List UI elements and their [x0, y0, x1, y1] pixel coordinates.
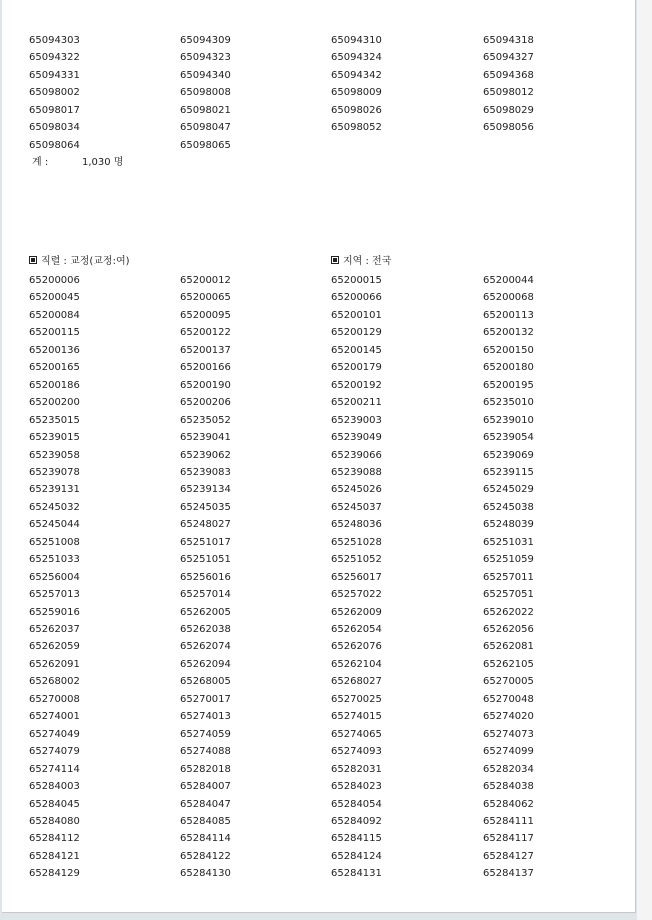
total-label: 계 :: [32, 157, 49, 168]
candidate-number: 65256017: [331, 571, 382, 583]
candidate-number: 65274049: [29, 728, 80, 740]
candidate-number: 65239088: [331, 466, 382, 478]
candidate-number: 65245038: [483, 501, 534, 513]
candidate-number: 65284112: [29, 833, 80, 845]
candidate-number: 65274079: [29, 746, 80, 758]
candidate-number: 65251028: [331, 536, 382, 548]
candidate-number: 65098002: [29, 87, 80, 99]
candidate-number: 65094309: [180, 35, 231, 46]
candidate-number: 65098017: [29, 104, 80, 116]
candidate-number: 65094342: [331, 69, 382, 81]
candidate-number: 65274114: [29, 763, 80, 775]
candidate-number: 65262038: [180, 624, 231, 635]
candidate-number: 65245044: [29, 519, 80, 531]
candidate-number: 65248036: [331, 519, 382, 531]
candidate-number: 65284062: [483, 798, 534, 810]
candidate-number: 65094303: [29, 35, 80, 46]
candidate-number: 65262059: [29, 641, 80, 653]
candidate-number: 65284127: [483, 850, 534, 862]
candidate-number: 65268002: [29, 676, 80, 688]
candidate-number: 65274093: [331, 746, 382, 758]
square-bullet-icon: [29, 256, 37, 264]
candidate-number: 65270005: [483, 676, 534, 688]
candidate-number: 65200150: [483, 344, 534, 356]
candidate-number: 65239115: [483, 466, 534, 478]
candidate-number: 65270025: [331, 693, 382, 705]
candidate-number: 65200115: [29, 327, 80, 339]
candidate-number: 65200045: [29, 292, 80, 304]
candidate-number: 65200192: [331, 379, 382, 391]
candidate-number: 65098008: [180, 87, 231, 99]
candidate-number: 65239015: [29, 432, 80, 444]
candidate-number: 65200129: [331, 327, 382, 339]
candidate-number: 65200095: [180, 309, 231, 321]
candidate-number: 65262076: [331, 641, 382, 653]
candidate-number: 65200132: [483, 327, 534, 339]
square-bullet-icon: [331, 256, 339, 264]
candidate-number: 65200012: [180, 275, 231, 286]
candidate-number: 65200145: [331, 344, 382, 356]
candidate-number: 65262056: [483, 624, 534, 635]
candidate-number: 65256004: [29, 571, 80, 583]
candidate-number: 65284124: [331, 850, 382, 862]
candidate-number: 65200179: [331, 362, 382, 374]
candidate-number: 65284045: [29, 798, 80, 810]
candidate-number: 65239049: [331, 432, 382, 444]
candidate-number: 65282018: [180, 763, 231, 775]
candidate-number: 65200136: [29, 344, 80, 356]
candidate-number: 65284129: [29, 868, 80, 880]
candidate-number: 65284111: [483, 815, 534, 827]
candidate-number: 65274088: [180, 746, 231, 758]
candidate-number: 65270017: [180, 693, 231, 705]
candidate-number: 65200068: [483, 292, 534, 304]
candidate-number: 65094318: [483, 35, 534, 46]
candidate-number: 65245032: [29, 501, 80, 513]
candidate-number: 65245035: [180, 501, 231, 513]
candidate-number: 65200113: [483, 309, 534, 321]
candidate-number: 65262105: [483, 658, 534, 670]
candidate-number: 65257014: [180, 589, 231, 601]
candidate-number: 65284121: [29, 850, 80, 862]
candidate-number: 65098052: [331, 122, 382, 134]
candidate-number: 65274015: [331, 711, 382, 723]
candidate-number: 65282034: [483, 763, 534, 775]
candidate-number: 65259016: [29, 606, 80, 618]
candidate-number: 65200122: [180, 327, 231, 339]
candidate-number: 65251033: [29, 554, 80, 566]
candidate-number: 65251052: [331, 554, 382, 566]
candidate-number: 65200015: [331, 275, 382, 286]
candidate-number: 65200190: [180, 379, 231, 391]
candidate-number: 65239010: [483, 414, 534, 426]
candidate-number: 65245029: [483, 484, 534, 496]
candidate-number: 65284115: [331, 833, 382, 845]
candidate-number: 65262054: [331, 624, 382, 635]
candidate-number: 65200195: [483, 379, 534, 391]
candidate-number: 65200101: [331, 309, 382, 321]
candidate-number: 65284003: [29, 781, 80, 793]
candidate-number: 65098064: [29, 139, 80, 151]
candidate-number: 65284131: [331, 868, 382, 880]
candidate-number: 65098021: [180, 104, 231, 116]
scrollbar[interactable]: [637, 0, 652, 920]
document-page: [2, 0, 636, 913]
candidate-number: 65200084: [29, 309, 80, 321]
candidate-number: 65262104: [331, 658, 382, 670]
candidate-number: 65268005: [180, 676, 231, 688]
candidate-number: 65098047: [180, 122, 231, 134]
candidate-number: 65284130: [180, 868, 231, 880]
candidate-number: 65284047: [180, 798, 231, 810]
candidate-number: 65268027: [331, 676, 382, 688]
candidate-number: 65284038: [483, 781, 534, 793]
candidate-number: 65251059: [483, 554, 534, 566]
candidate-number: 65251031: [483, 536, 534, 548]
candidate-number: 65284007: [180, 781, 231, 793]
candidate-number: 65200211: [331, 397, 382, 409]
candidate-number: 65200186: [29, 379, 80, 391]
candidate-number: 65098026: [331, 104, 382, 116]
candidate-number: 65284122: [180, 850, 231, 862]
candidate-number: 65270008: [29, 693, 80, 705]
candidate-number: 65200044: [483, 275, 534, 286]
candidate-number: 65257011: [483, 571, 534, 583]
candidate-number: 65094368: [483, 69, 534, 81]
candidate-number: 65262022: [483, 606, 534, 618]
candidate-number: 65274013: [180, 711, 231, 723]
candidate-number: 65284117: [483, 833, 534, 845]
candidate-number: 65239041: [180, 432, 231, 444]
candidate-number: 65235052: [180, 414, 231, 426]
candidate-number: 65262037: [29, 624, 80, 635]
candidate-number: 65239083: [180, 466, 231, 478]
candidate-number: 65239054: [483, 432, 534, 444]
candidate-number: 65200006: [29, 275, 80, 286]
candidate-number: 65262081: [483, 641, 534, 653]
total-count: [32, 154, 124, 171]
region-label: 지역 : 전국: [343, 256, 392, 267]
candidate-number: 65239069: [483, 449, 534, 461]
candidate-number: 65284023: [331, 781, 382, 793]
candidate-number: 65256016: [180, 571, 231, 583]
candidate-number: 65270048: [483, 693, 534, 705]
candidate-number: 65257051: [483, 589, 534, 601]
candidate-number: 65239003: [331, 414, 382, 426]
candidate-number: 65200180: [483, 362, 534, 374]
candidate-number: 65200137: [180, 344, 231, 356]
region-header: [331, 253, 391, 270]
candidate-number: 65200200: [29, 397, 80, 409]
candidate-number: 65094340: [180, 69, 231, 81]
candidate-number: 65248027: [180, 519, 231, 531]
candidate-number: 65200165: [29, 362, 80, 374]
candidate-number: 65235015: [29, 414, 80, 426]
candidate-number: 65239131: [29, 484, 80, 496]
candidate-number: 65284114: [180, 833, 231, 845]
candidate-number: 65094327: [483, 52, 534, 64]
candidate-number: 65239078: [29, 466, 80, 478]
candidate-number: 65257013: [29, 589, 80, 601]
candidate-number: 65274065: [331, 728, 382, 740]
candidate-number: 65098012: [483, 87, 534, 99]
total-value: 1,030 명: [82, 157, 124, 168]
candidate-number: 65262009: [331, 606, 382, 618]
candidate-number: 65284054: [331, 798, 382, 810]
candidate-number: 65094324: [331, 52, 382, 64]
candidate-number: 65094322: [29, 52, 80, 64]
candidate-number: 65251051: [180, 554, 231, 566]
candidate-number: 65274020: [483, 711, 534, 723]
candidate-number: 65094310: [331, 35, 382, 46]
candidate-number: 65284137: [483, 868, 534, 880]
candidate-number: 65284092: [331, 815, 382, 827]
candidate-number: 65098029: [483, 104, 534, 116]
candidate-number: 65262094: [180, 658, 231, 670]
candidate-number: 65200066: [331, 292, 382, 304]
candidate-number: 65094331: [29, 69, 80, 81]
candidate-number: 65200166: [180, 362, 231, 374]
candidate-number: 65262005: [180, 606, 231, 618]
candidate-number: 65262074: [180, 641, 231, 653]
candidate-number: 65274099: [483, 746, 534, 758]
candidate-number: 65098009: [331, 87, 382, 99]
candidate-number: 65239066: [331, 449, 382, 461]
candidate-number: 65245026: [331, 484, 382, 496]
candidate-number: 65098034: [29, 122, 80, 134]
candidate-number: 65251017: [180, 536, 231, 548]
candidate-number: 65282031: [331, 763, 382, 775]
candidate-number: 65284085: [180, 815, 231, 827]
candidate-number: 65248039: [483, 519, 534, 531]
series-header: [29, 253, 130, 270]
candidate-number: 65098056: [483, 122, 534, 134]
candidate-number: 65239058: [29, 449, 80, 461]
candidate-number: 65284080: [29, 815, 80, 827]
candidate-number: 65251008: [29, 536, 80, 548]
candidate-number: 65274059: [180, 728, 231, 740]
candidate-number: 65235010: [483, 397, 534, 409]
series-label: 직렬 : 교정(교정:여): [41, 256, 130, 267]
candidate-number: 65200065: [180, 292, 231, 304]
candidate-number: 65257022: [331, 589, 382, 601]
candidate-number: 65274073: [483, 728, 534, 740]
candidate-number: 65239134: [180, 484, 231, 496]
candidate-number: 65245037: [331, 501, 382, 513]
candidate-number: 65200206: [180, 397, 231, 409]
candidate-number: 65262091: [29, 658, 80, 670]
candidate-number: 65274001: [29, 711, 80, 723]
candidate-number: 65098065: [180, 139, 231, 151]
candidate-number: 65239062: [180, 449, 231, 461]
candidate-number: 65094323: [180, 52, 231, 64]
